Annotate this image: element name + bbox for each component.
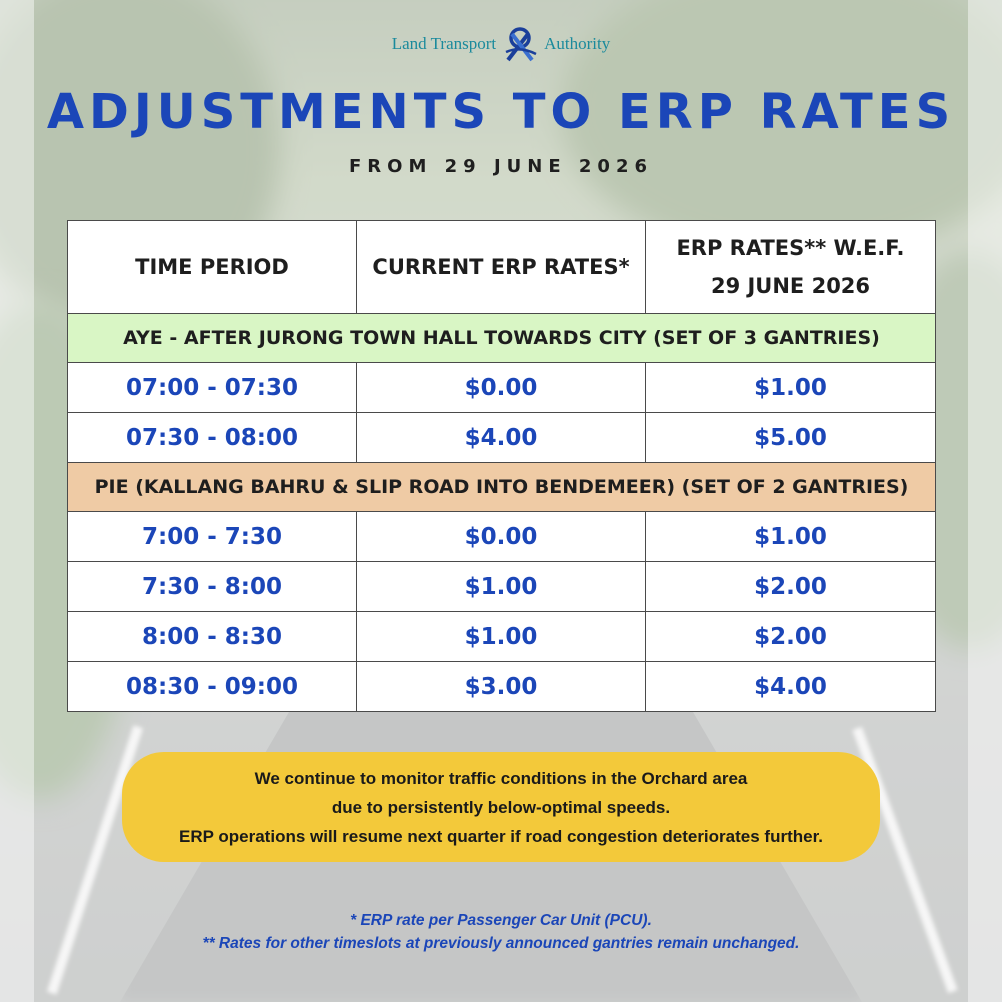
time-cell: 07:00 - 07:30 bbox=[68, 363, 357, 413]
current-rate-cell: $4.00 bbox=[357, 413, 646, 463]
logo-right-text: Authority bbox=[544, 34, 611, 53]
table-row bbox=[68, 512, 936, 562]
current-rate-cell: $3.00 bbox=[357, 662, 646, 712]
erp-rates-table bbox=[67, 220, 936, 712]
header-new-rates-line1: ERP RATES** W.E.F. bbox=[676, 236, 905, 260]
lta-logo bbox=[0, 24, 1002, 64]
footnotes bbox=[0, 909, 1002, 955]
section-title-aye: AYE - AFTER JURONG TOWN HALL TOWARDS CITY (SET OF 3 GANTRIES) bbox=[68, 314, 936, 363]
table-row bbox=[68, 413, 936, 463]
time-cell: 07:30 - 08:00 bbox=[68, 413, 357, 463]
time-cell: 7:30 - 8:00 bbox=[68, 562, 357, 612]
table-row bbox=[68, 612, 936, 662]
notice-line-3: ERP operations will resume next quarter if road congestion deteriorates further. bbox=[179, 826, 823, 846]
section-title-pie: PIE (KALLANG BAHRU & SLIP ROAD INTO BENDEMEER) (SET OF 2 GANTRIES) bbox=[68, 463, 936, 512]
table-header-row bbox=[68, 221, 936, 314]
time-cell: 08:30 - 09:00 bbox=[68, 662, 357, 712]
table-row bbox=[68, 562, 936, 612]
current-rate-cell: $1.00 bbox=[357, 612, 646, 662]
logo-left-text: Land Transport bbox=[391, 34, 497, 53]
footnote-2: ** Rates for other timeslots at previously announced gantries remain unchanged. bbox=[202, 935, 800, 952]
current-rate-cell: $0.00 bbox=[357, 363, 646, 413]
new-rate-cell: $1.00 bbox=[646, 512, 936, 562]
current-rate-cell: $0.00 bbox=[357, 512, 646, 562]
new-rate-cell: $2.00 bbox=[646, 562, 936, 612]
lta-emblem-icon bbox=[500, 24, 540, 64]
notice-line-2: due to persistently below-optimal speeds. bbox=[331, 797, 671, 817]
new-rate-cell: $4.00 bbox=[646, 662, 936, 712]
new-rate-cell: $1.00 bbox=[646, 363, 936, 413]
header-current-rates: CURRENT ERP RATES* bbox=[357, 221, 646, 314]
header-time-period: TIME PERIOD bbox=[68, 221, 357, 314]
section-row-pie bbox=[68, 463, 936, 512]
notice-banner bbox=[122, 752, 880, 862]
page-subtitle: FROM 29 JUNE 2026 bbox=[349, 156, 653, 177]
header-new-rates bbox=[646, 221, 936, 314]
header-new-rates-line2: 29 JUNE 2026 bbox=[710, 274, 871, 298]
time-cell: 8:00 - 8:30 bbox=[68, 612, 357, 662]
new-rate-cell: $2.00 bbox=[646, 612, 936, 662]
footnote-1: * ERP rate per Passenger Car Unit (PCU). bbox=[350, 912, 652, 929]
new-rate-cell: $5.00 bbox=[646, 413, 936, 463]
time-cell: 7:00 - 7:30 bbox=[68, 512, 357, 562]
page-title: ADJUSTMENTS TO ERP RATES bbox=[46, 84, 956, 140]
table-row bbox=[68, 662, 936, 712]
section-row-aye bbox=[68, 314, 936, 363]
table-row bbox=[68, 363, 936, 413]
notice-line-1: We continue to monitor traffic conditions in the Orchard area bbox=[254, 768, 748, 788]
current-rate-cell: $1.00 bbox=[357, 562, 646, 612]
